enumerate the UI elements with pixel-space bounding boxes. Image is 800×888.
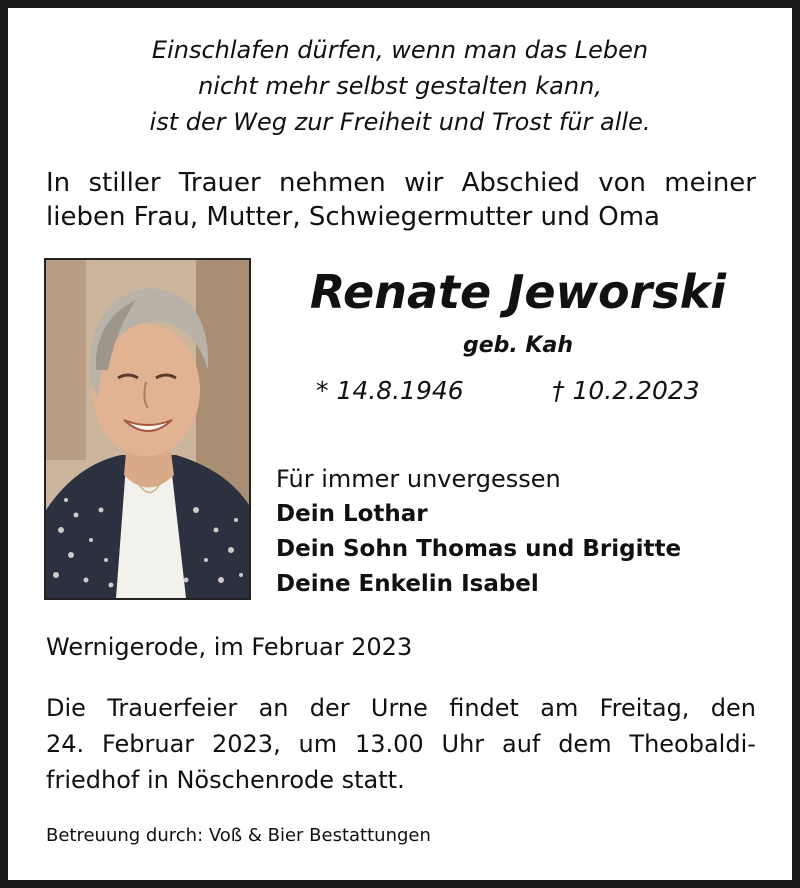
service-line-3: friedhof in Nöschenrode statt. [46,766,405,794]
service-word: Trauerfeier [107,694,238,722]
service-word: Urne [370,694,428,722]
undertaker-credit: Betreuung durch: Voß & Bier Bestattungen [46,825,431,846]
service-word: der [309,694,350,722]
service-word: an [258,694,289,722]
service-word: Theobaldi- [629,730,756,758]
service-word: den [710,694,756,722]
service-word: dem [558,730,612,758]
intro-word: wir [404,168,444,198]
portrait-photo [44,258,251,600]
intro-word: Abschied [461,168,580,198]
place-date: Wernigerode, im Februar 2023 [46,633,413,661]
mourner-name: Dein Lothar [276,501,428,527]
portrait-illustration [46,260,249,598]
intro-word: Trauer [178,168,261,198]
mourner-name: Deine Enkelin Isabel [276,571,539,597]
deceased-name: Renate Jeworski [309,265,727,319]
birth-date: * 14.8.1946 [316,376,464,405]
service-word: auf [501,730,541,758]
intro-line-1 [46,166,756,200]
service-word: um [298,730,338,758]
service-word: 13.00 [354,730,424,758]
intro-word: nehmen [279,168,386,198]
mourners-heading: Für immer unvergessen [276,465,561,493]
service-word: 24. [46,730,85,758]
service-word: findet [449,694,519,722]
verse-line: Einschlafen dürfen, wenn man das Leben [151,36,649,64]
mourners-block [276,462,756,602]
service-word: Februar [102,730,195,758]
verse-line: nicht mehr selbst gestalten kann, [198,72,602,100]
service-word: am [540,694,579,722]
service-word: Freitag, [599,694,690,722]
death-date: † 10.2.2023 [552,376,700,405]
service-line-1 [46,690,756,726]
intro-line-2: lieben Frau, Mutter, Schwiegermutter und Oma [46,202,660,232]
service-word: Uhr [441,730,485,758]
funeral-service-text [46,690,756,798]
service-word: 2023, [211,730,281,758]
intro-text [46,166,756,234]
maiden-name: geb. Kah [463,333,573,358]
intro-word: In [46,168,71,198]
verse-line: ist der Weg zur Freiheit und Trost für alle. [149,108,651,136]
intro-word: stiller [88,168,161,198]
memorial-verse [60,32,740,140]
intro-word: von [598,168,646,198]
service-word: Die [46,694,86,722]
service-line-2 [46,726,756,762]
mourner-name: Dein Sohn Thomas und Brigitte [276,536,682,562]
intro-word: meiner [664,168,756,198]
